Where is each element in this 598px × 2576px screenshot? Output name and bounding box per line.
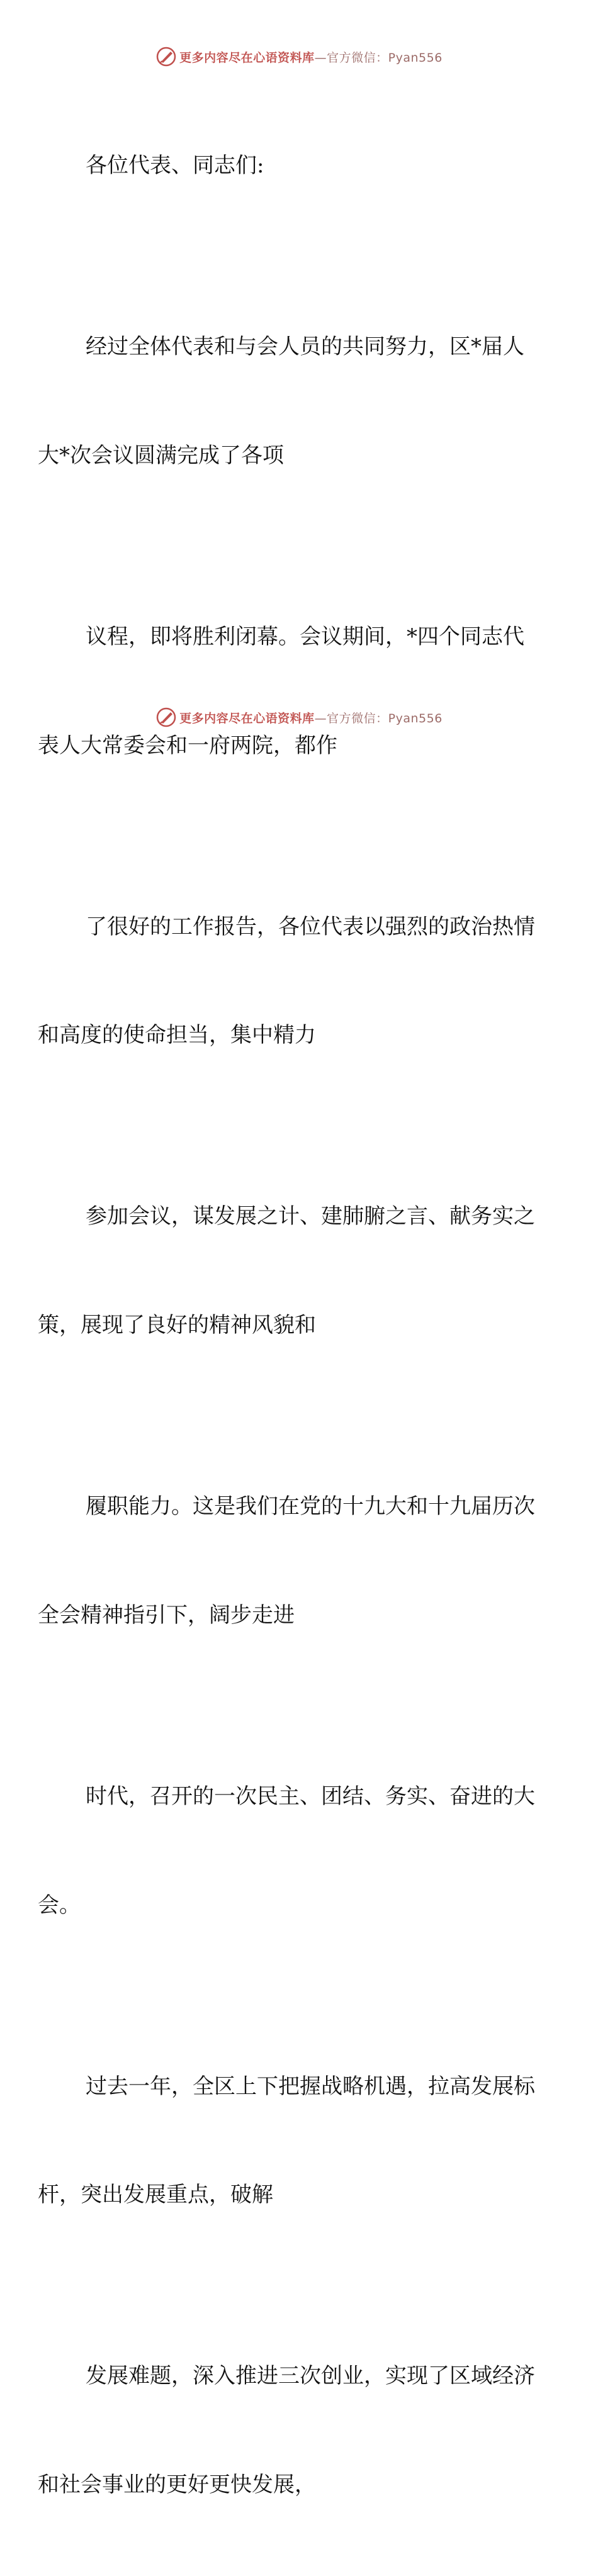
text-line: 杆，突出发展重点，破解 [38,2182,273,2208]
text-line: 过去一年，全区上下把握战略机遇，拉高发展标 [86,2073,535,2099]
watermark-sub-text: —官方微信：Pyan556 [314,50,443,65]
text-line: 时代，召开的一次民主、团结、务实、奋进的大 [86,1783,535,1809]
paragraph-8 [38,2286,540,2576]
footer-watermark [0,705,598,730]
text-line: 经过全体代表和与会人员的共同努力，区*届人 [86,334,524,360]
paragraph-1 [38,257,540,547]
greeting-line [62,76,540,257]
paragraph-4 [38,1126,540,1416]
text-line: 全会精神指引下，阔步走进 [38,1602,295,1628]
text-line: 大*次会议圆满完成了各项 [38,442,284,468]
text-line: 了很好的工作报告，各位代表以强烈的政治热情 [86,914,535,939]
paragraph-3 [38,836,540,1126]
text-line: 会。 [38,1892,81,1918]
text-line: 各位代表、同志们: [86,153,264,179]
watermark-sub-text: —官方微信：Pyan556 [314,711,443,725]
quill-logo-icon [155,46,177,67]
text-line: 策，展现了良好的精神风貌和 [38,1313,316,1338]
watermark-main-text: 更多内容尽在心语资料库 [179,50,315,65]
text-line: 和社会事业的更好更快发展， [38,2472,316,2498]
text-line: 议程，即将胜利闭幕。会议期间，*四个同志代 [86,624,524,649]
text-line: 和高度的使命担当，集中精力 [38,1022,316,1048]
paragraph-2 [38,547,540,837]
text-line: 参加会议，谋发展之计、建肺腑之言、献务实之 [86,1204,535,1229]
paragraph-5 [38,1416,540,1706]
header-watermark [0,44,598,69]
text-line: 表人大常委会和一府两院，都作 [38,732,337,758]
text-line: 发展难题，深入推进三次创业，实现了区域经济 [86,2363,535,2389]
paragraph-7 [38,1996,540,2286]
document-body [38,76,540,2576]
quill-logo-icon [155,707,177,728]
paragraph-6 [38,1706,540,1996]
watermark-main-text: 更多内容尽在心语资料库 [179,711,315,725]
text-line: 履职能力。这是我们在党的十九大和十九届历次 [86,1494,535,1520]
